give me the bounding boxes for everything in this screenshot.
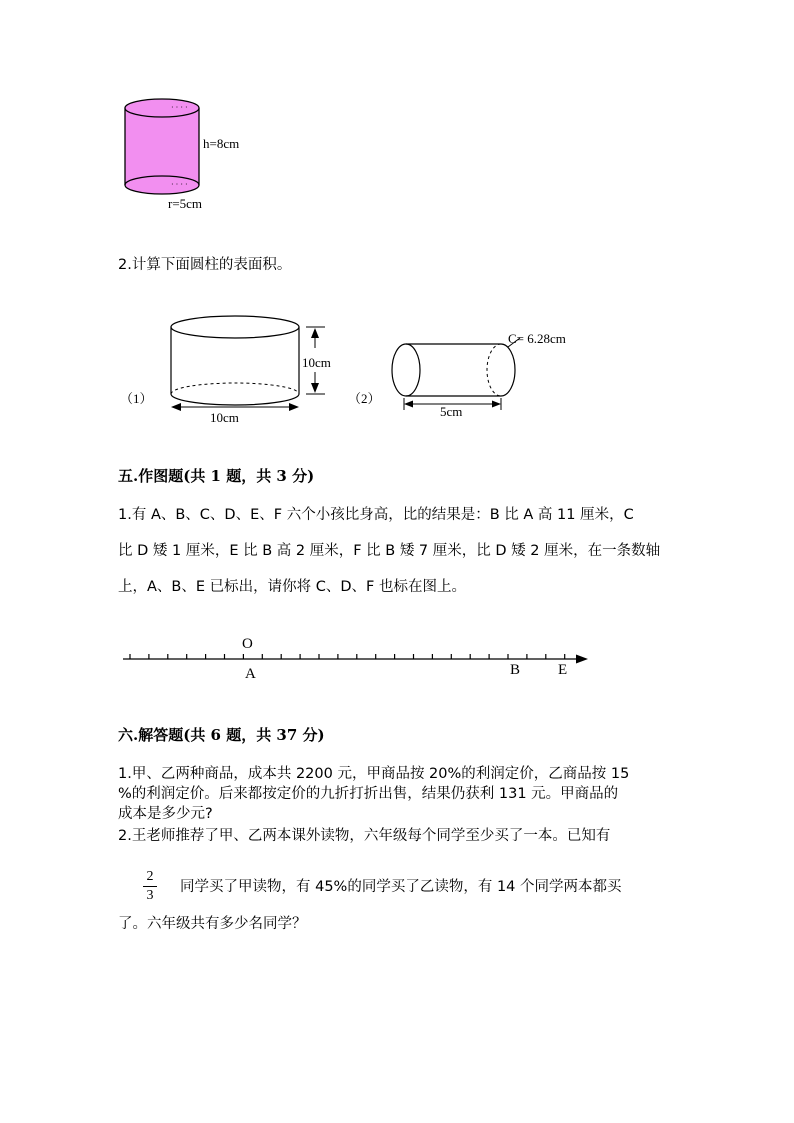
point-e-label: E	[558, 662, 568, 678]
section6-heading: 六.解答题(共 6 题，共 37 分)	[118, 726, 325, 744]
cylinder-body	[125, 108, 199, 185]
fig-a-index: （1）	[120, 391, 153, 406]
section6-q1-line-2: %的利润定价。后来都按定价的九折打折出售，结果仍获利 131 元。甲商品的	[118, 786, 619, 802]
point-a-label: A	[245, 666, 256, 682]
fig-b-index: （2）	[348, 391, 381, 406]
section5-line-1: 1.有 A、B、C、D、E、F 六个小孩比身高，比的结果是：B 比 A 高 11 厘米，C	[118, 507, 634, 523]
section6-q2-line-1: 2.王老师推荐了甲、乙两本课外读物，六年级每个同学至少买了一本。已知有	[118, 828, 611, 844]
origin-label: O	[242, 636, 253, 652]
fig-b-circumference-label: C= 6.28cm	[508, 331, 566, 346]
height-label: h=8cm	[203, 136, 240, 151]
fraction-denominator: 3	[146, 888, 154, 903]
section6-q1-line-1: 1.甲、乙两种商品，成本共 2200 元，甲商品按 20%的利润定价，乙商品按 15	[118, 766, 630, 782]
fraction-two-thirds	[143, 869, 157, 904]
section6-q2-line-2: 同学买了甲读物，有 45%的同学买了乙读物，有 14 个同学两本都买	[180, 879, 622, 895]
section5-line-2: 比 D 矮 1 厘米，E 比 B 高 2 厘米，F 比 B 矮 7 厘米，比 D 矮 2 厘米，在一条数轴	[118, 543, 661, 559]
cylinder-figure-1	[165, 310, 375, 430]
cylinder-top	[125, 99, 199, 117]
section6-q1-line-3: 成本是多少元?	[118, 806, 213, 822]
number-line	[118, 635, 598, 695]
svg-text:· · · ·: · · · ·	[171, 103, 188, 112]
fig-a-diameter-label: 10cm	[210, 410, 239, 425]
cylinder-bottom	[125, 176, 199, 194]
section5-heading: 五.作图题(共 1 题，共 3 分)	[118, 467, 315, 485]
svg-text:· · · ·: · · · ·	[171, 180, 188, 189]
section5-line-3: 上，A、B、E 已标出，请你将 C、D、F 也标在图上。	[118, 579, 466, 595]
radius-label: r=5cm	[168, 196, 203, 211]
fig-b-length-label: 5cm	[440, 404, 463, 419]
q2-text: 2.计算下面圆柱的表面积。	[118, 257, 292, 273]
point-b-label: B	[510, 662, 521, 678]
fraction-numerator: 2	[146, 869, 154, 884]
fig-a-height-label: 10cm	[302, 355, 331, 370]
section6-q2-line-3: 了。六年级共有多少名同学？	[118, 916, 307, 932]
